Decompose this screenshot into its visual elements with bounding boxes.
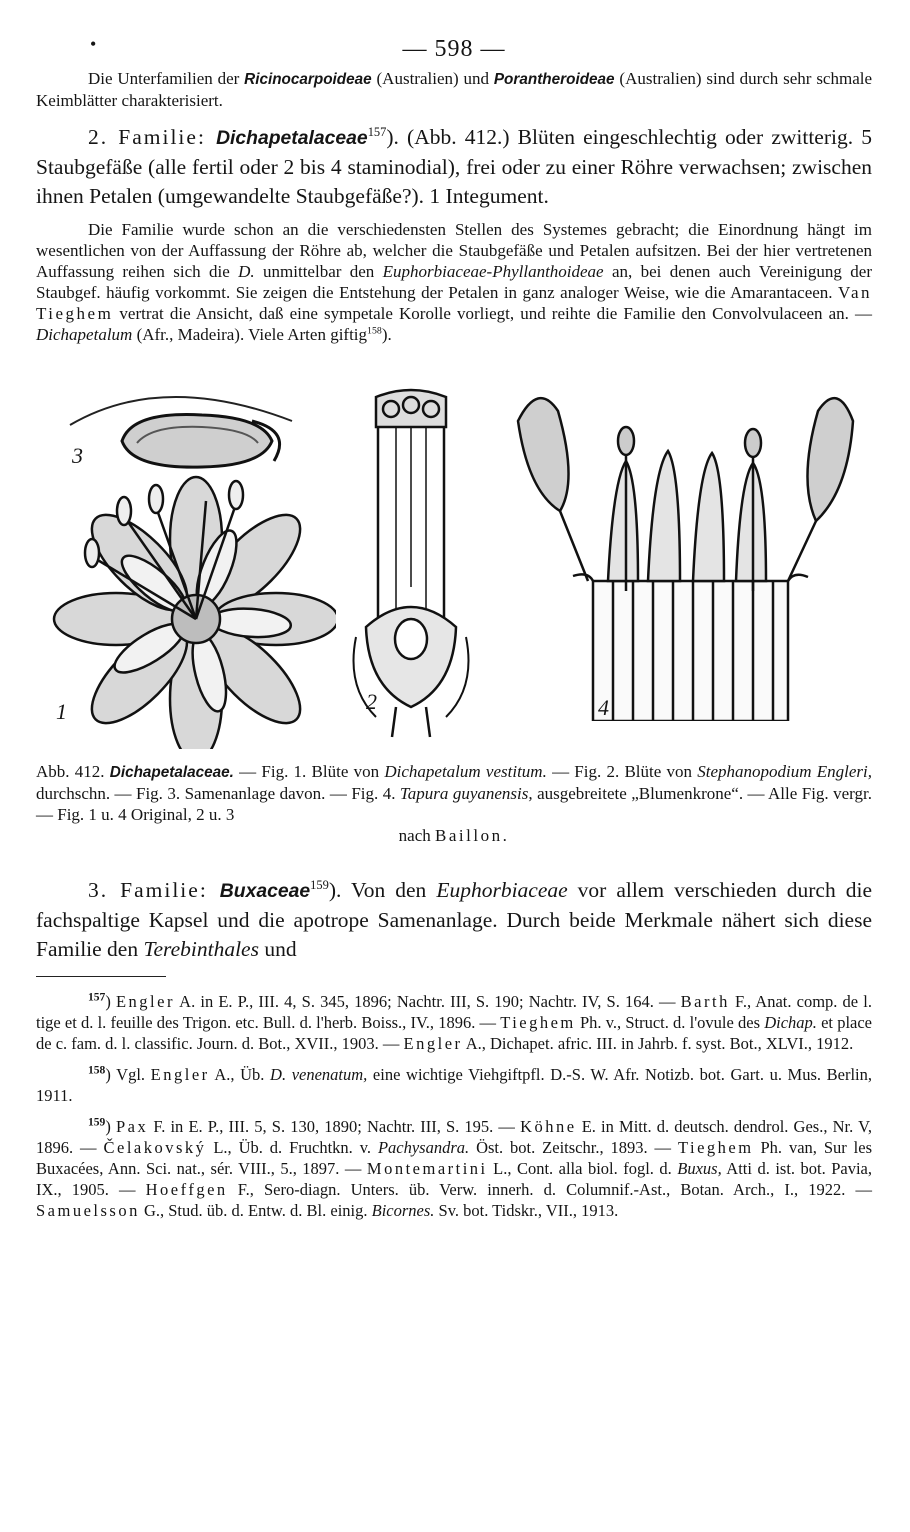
fig1-flower-illustration [46, 469, 336, 749]
intro-paragraph: Die Unterfamilien der Ricinocarpoideae (Australien) und Porantheroideae (Australien) sind durch sehr schmale Keimblätter charakterisiert. [36, 69, 873, 110]
family-2-paragraph: 2. Familie: Dichapetalaceae$^{157}$). (Abb. 412.) Blüten eingeschlechtig oder zwitterig. 5 Staubgefäße (alle fertil oder 2 bis 4 staminodial), frei oder zu einer Röhre verwachsen; zwischen ihnen Petalen (umgewandelte Staubgefäße?). 1 Integument. [36, 124, 872, 208]
family-2-discussion: Die Familie wurde schon an die verschiedensten Stellen des Systemes gebracht; die Einordnung hängt im wesentlichen von der Auffassung der Röhre ab, welcher die Staubgefäße und Petalen aufsitzen. Bei der hier vertretenen Auffassung reihen sich die D. unmittelbar den Euphorbiaceae-Phyllanthoideae an, bei denen auch Vereinigung der Staubgef. häufig vorkommt. Sie zeigen die Entstehung der Petalen in ganz analoger Weise, wie die Amarantaceen. Van Tieghem vertrat die Ansicht, daß eine sympetale Korolle vorliegt, und reihte die Familie den Convolvulaceen an. — Dichapetalum (Afr., Madeira). Viele Arten giftig$^{158}$). [36, 220, 872, 344]
fig1-label: 1 [56, 699, 67, 724]
fig3-label: 3 [72, 443, 83, 468]
fig4-label: 4 [598, 695, 609, 720]
family-3-paragraph: 3. Familie: Buxaceae$^{159}$). Von den Euphorbiaceae vor allem verschieden durch die fachspaltige Kapsel und die apotrope Samenanlage. Durch beide Merkmale nähert sich diese Familie den Terebinthales und [36, 877, 872, 961]
stray-mark: • [90, 34, 97, 54]
figure-412 [36, 379, 872, 751]
footnote-157: $^{157}$) Engler A. in E. P., III. 4, S. 345, 1896; Nachtr. III, S. 190; Nachtr. IV, S. 164. — Barth F., Anat. comp. de l. tige et d. l. feuille des Trigon. etc. Bull. d. l'herb. Boiss., IV., 1896. — Tieghem Ph. v., Struct. d. l'ovule des Dichap. et place de c. fam. d. l. classific. Journ. d. Bot., XVII., 1903. — Engler A., Dichapet. afric. III. in Jahrb. f. syst. Bot., XLVI., 1912. [36, 991, 872, 1053]
fig3-ovule-illustration [62, 381, 302, 481]
figure-caption: Abb. 412. Dichapetalaceae. — Fig. 1. Blüte von Dichapetalum vestitum. — Fig. 2. Blüte von Stephanopodium Engleri, durchschn. — Fig. 3. Samenanlage davon. — Fig. 4. Tapura guyanensis, ausgebreitete „Blumenkrone“. — Alle Fig. vergr. — Fig. 1 u. 4 Original, 2 u. 3 nach Baillon. [36, 762, 873, 845]
footnote-158: $^{158}$) Vgl. Engler A., Üb. D. venenatum, eine wichtige Viehgiftpfl. D.-S. W. Afr. Notizb. bot. Gart. u. Mus. Berlin, 1911. [36, 1064, 873, 1105]
fig4-corolla-illustration [498, 381, 878, 721]
fig2-section-illustration [336, 387, 486, 747]
footnote-divider [36, 976, 166, 977]
footnote-159: $^{159}$) Pax F. in E. P., III. 5, S. 130, 1890; Nachtr. III, S. 195. — Köhne E. in Mitt. d. deutsch. dendrol. Ges., Nr. V, 1896. — Čelakovský L., Üb. d. Fruchtkn. v. Pachysandra. Öst. bot. Zeitschr., 1893. — Tieghem Ph. van, Sur les Buxacées, Ann. Sci. nat., sér. VIII., 5., 1897. — Montemartini L., Cont. alla biol. fogl. d. Buxus, Atti d. ist. bot. Pavia, IX., 1905. — Hoeffgen F., Sero-diagn. Unters. üb. Verw. innerh. d. Columnif.-Ast., Botan. Arch., I., 1922. — Samuelsson G., Stud. üb. d. Entw. d. Bl. einig. Bicornes. Sv. bot. Tidskr., VII., 1913. [36, 1116, 873, 1220]
fig2-label: 2 [366, 689, 377, 714]
page-number: — 598 — [402, 36, 506, 62]
